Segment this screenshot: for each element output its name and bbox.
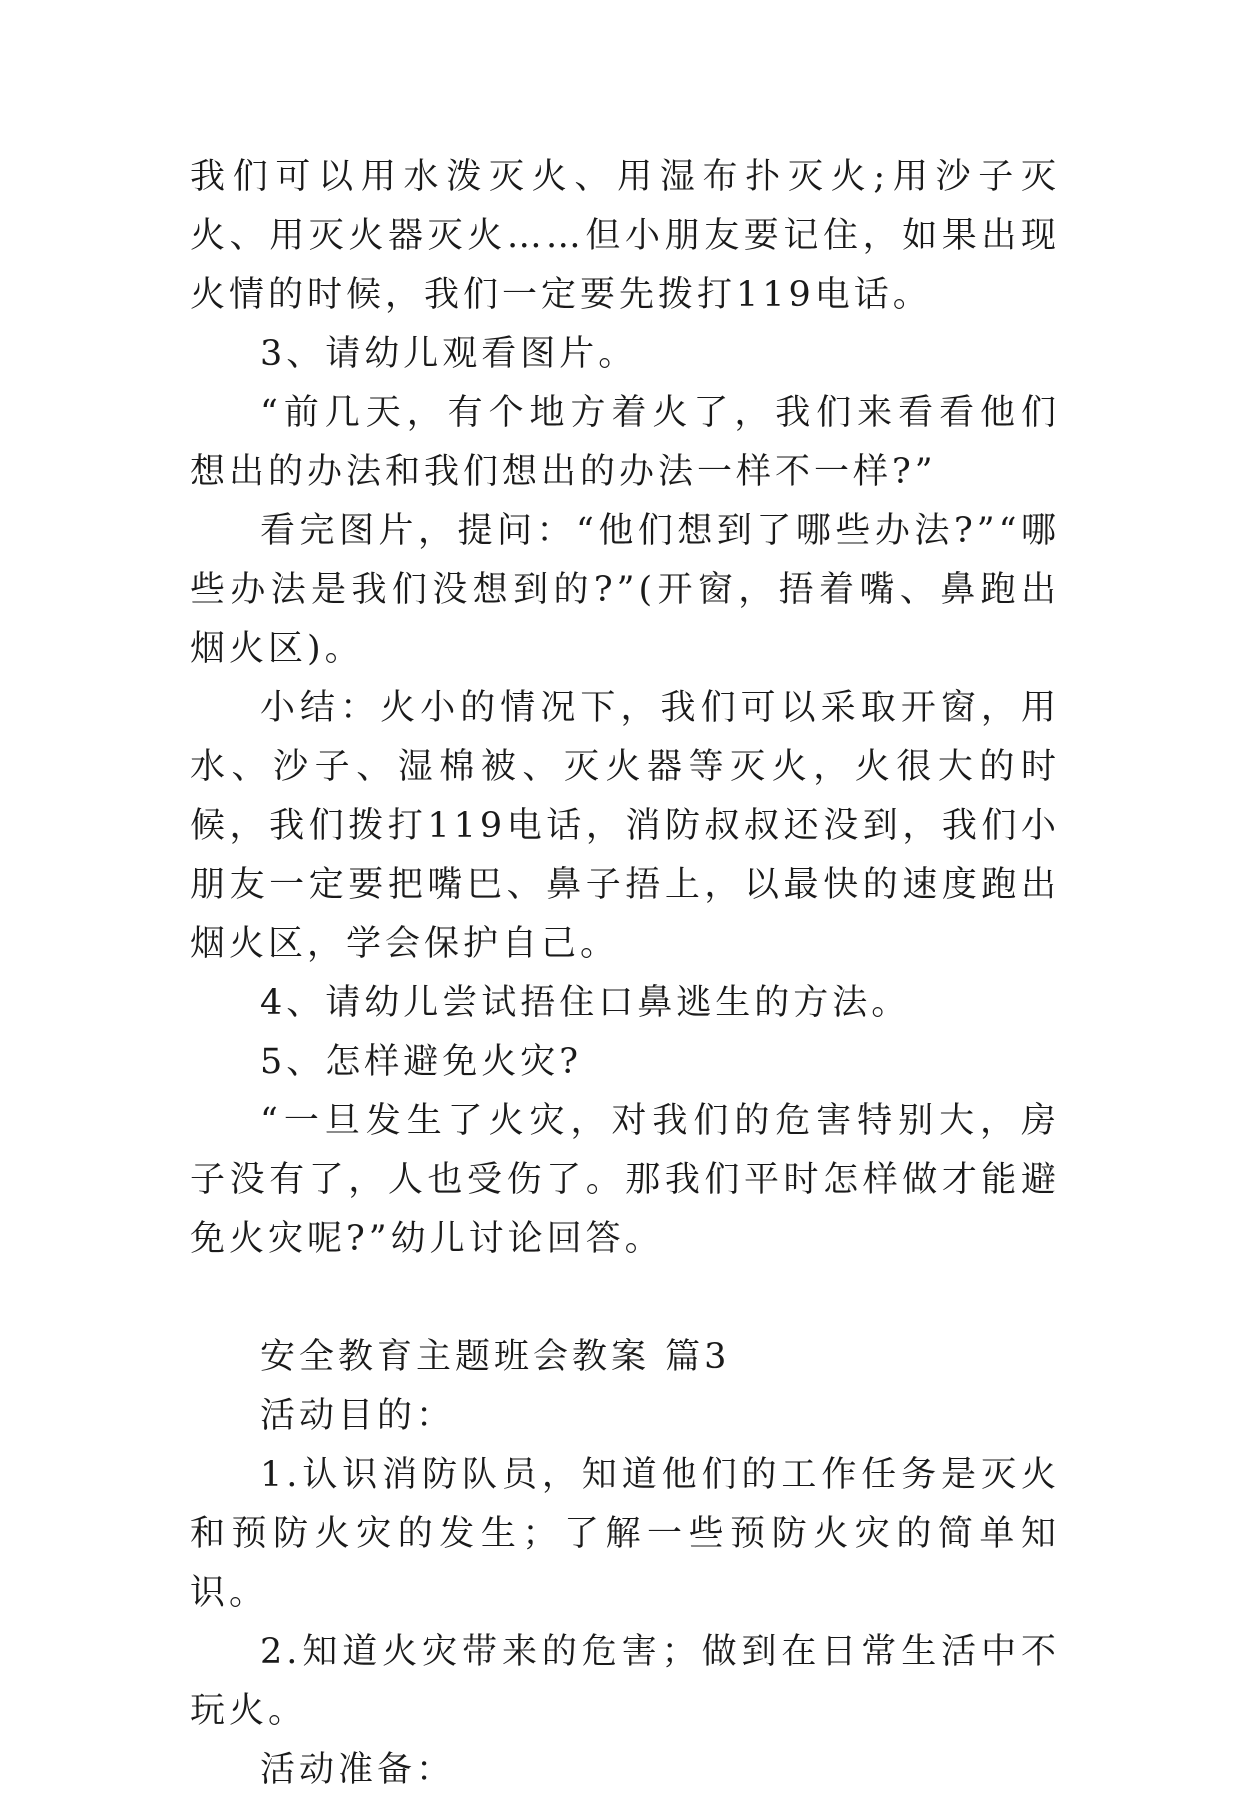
paragraph-step-5: 5、怎样避免火灾? [260, 1042, 583, 1082]
paragraph-goal-2: 2.知道火灾带来的危害；做到在日常生活中不玩火。 [190, 1632, 1060, 1731]
paragraph-fire-methods: 我们可以用水泼灭火、用湿布扑灭火;用沙子灭火、用灭火器灭火……但小朋友要记住，如果出现火情的时候，我们一定要先拨打119电话。 [190, 157, 1060, 315]
section-gap [190, 1269, 1060, 1328]
paragraph-summary: 小结：火小的情况下，我们可以采取开窗，用水、沙子、湿棉被、灭火器等灭火，火很大的时候，我们拨打119电话，消防叔叔还没到，我们小朋友一定要把嘴巴、鼻子捂上，以最快的速度跑出烟火区，学会保护自己。 [190, 688, 1060, 964]
paragraph-questions: 看完图片，提问：“他们想到了哪些办法?”“哪些办法是我们没想到的?”(开窗，捂着嘴、鼻跑出烟火区)。 [190, 511, 1060, 669]
paragraph-quote-fire: “前几天，有个地方着火了，我们来看看他们想出的办法和我们想出的办法一样不一样?” [190, 393, 1060, 492]
document-page [190, 148, 1060, 1800]
paragraph-quote-avoid: “一旦发生了火灾，对我们的危害特别大，房子没有了，人也受伤了。那我们平时怎样做才能避免火灾呢?”幼儿讨论回答。 [190, 1101, 1060, 1259]
paragraph-step-4: 4、请幼儿尝试捂住口鼻逃生的方法。 [260, 983, 911, 1023]
section-title: 安全教育主题班会教案 篇3 [260, 1337, 731, 1377]
paragraph-prep-heading: 活动准备： [260, 1750, 456, 1790]
paragraph-goals-heading: 活动目的： [260, 1396, 456, 1436]
paragraph-goal-1: 1.认识消防队员，知道他们的工作任务是灭火和预防火灾的发生；了解一些预防火灾的简单知识。 [190, 1455, 1060, 1613]
paragraph-step-3: 3、请幼儿观看图片。 [260, 334, 638, 374]
